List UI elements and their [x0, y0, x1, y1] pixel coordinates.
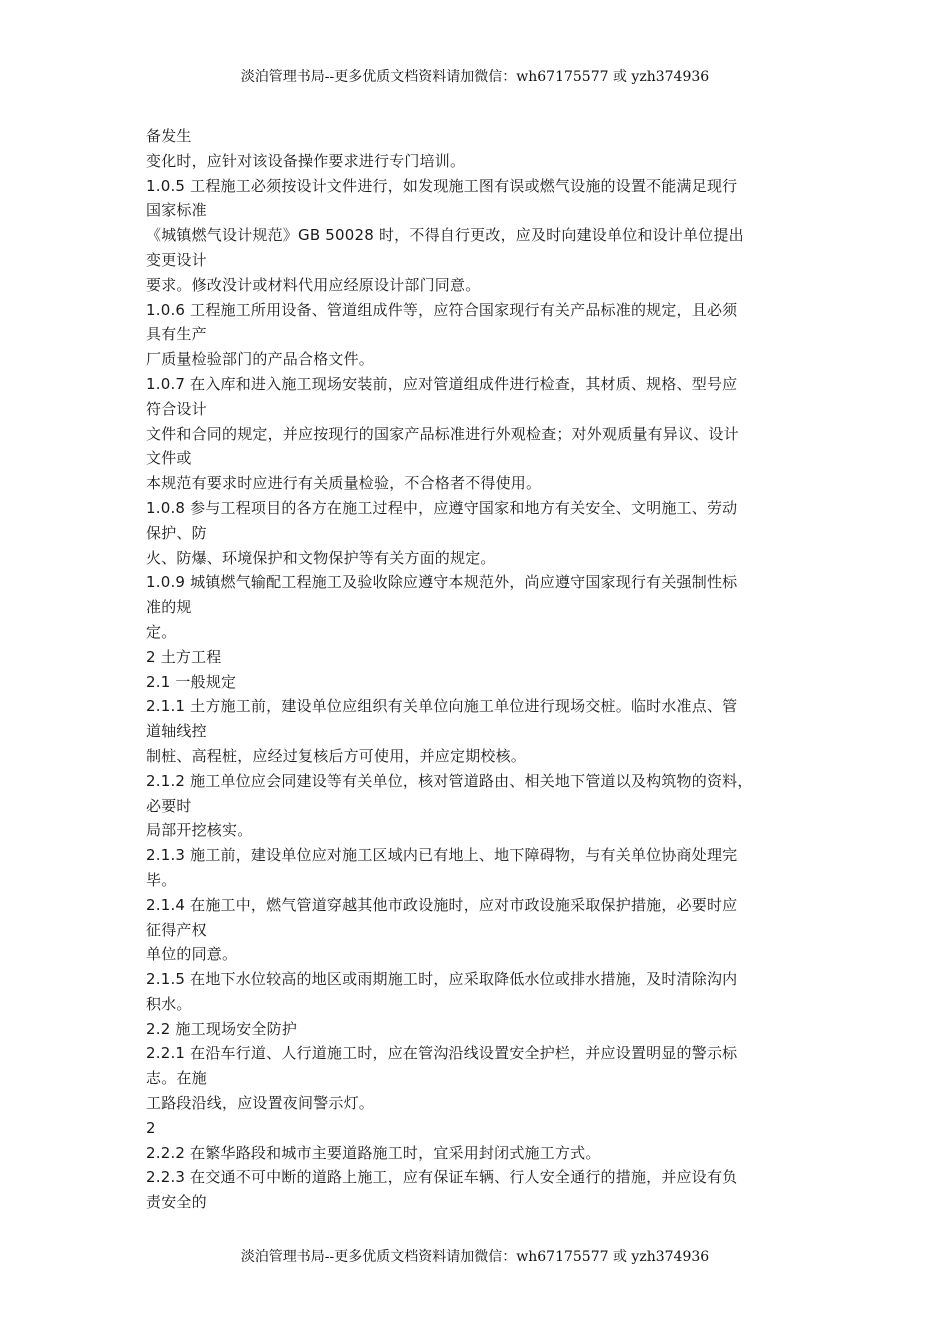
text-line: 1.0.6 工程施工所用设备、管道组成件等，应符合国家现行有关产品标准的规定，且必须 — [146, 300, 738, 319]
text-line: 火、防爆、环境保护和文物保护等有关方面的规定。 — [146, 548, 496, 567]
text-line: 变更设计 — [146, 250, 207, 269]
text-line: 保护、防 — [146, 523, 207, 542]
text-line: 具有生产 — [146, 325, 207, 344]
text-line: 2.2.3 在交通不可中断的道路上施工，应有保证车辆、行人安全通行的措施，并应设有负 — [146, 1168, 738, 1187]
text-line: 准的规 — [146, 598, 192, 617]
text-line: 责安全的 — [146, 1193, 207, 1212]
text-line: 工路段沿线，应设置夜间警示灯。 — [146, 1094, 375, 1113]
text-line: 2.1.1 土方施工前，建设单位应组织有关单位向施工单位进行现场交桩。临时水准点、管 — [146, 697, 738, 716]
text-line: 1.0.5 工程施工必须按设计文件进行，如发现施工图有误或燃气设施的设置不能满足现行 — [146, 176, 738, 195]
text-line: 定。 — [146, 622, 177, 641]
text-line: 积水。 — [146, 994, 192, 1013]
text-line: 2.2.2 在繁华路段和城市主要道路施工时，宜采用封闭式施工方式。 — [146, 1143, 601, 1162]
text-line: 制桩、高程桩，应经过复核后方可使用，并应定期校核。 — [146, 746, 527, 765]
text-line: 毕。 — [146, 870, 177, 889]
text-line: 符合设计 — [146, 399, 207, 418]
page-header: 淡泊管理书局--更多优质文档资料请加微信：wh67175577 或 yzh374936 — [240, 69, 710, 85]
text-line: 志。在施 — [146, 1069, 207, 1088]
text-line: 必要时 — [146, 796, 192, 815]
text-line: 文件或 — [146, 449, 192, 468]
text-line: 2.1.3 施工前，建设单位应对施工区域内已有地上、地下障碍物，与有关单位协商处理完 — [146, 846, 738, 865]
page-number: 2 — [146, 1118, 156, 1137]
text-line: 征得产权 — [146, 920, 207, 939]
text-line: 2.1.2 施工单位应会同建设等有关单位，核对管道路由、相关地下管道以及构筑物的资料， — [146, 771, 753, 790]
section-heading: 2 土方工程 — [146, 647, 222, 666]
text-line: 2.1.4 在施工中，燃气管道穿越其他市政设施时，应对市政设施采取保护措施，必要时应 — [146, 895, 738, 914]
text-line: 单位的同意。 — [146, 945, 238, 964]
text-line: 《城镇燃气设计规范》GB 50028 时，不得自行更改，应及时向建设单位和设计单位提出 — [146, 226, 744, 245]
text-line: 2.1.5 在地下水位较高的地区或雨期施工时，应采取降低水位或排水措施，及时清除沟内 — [146, 970, 738, 989]
text-line: 道轴线控 — [146, 722, 207, 741]
text-line: 局部开挖核实。 — [146, 821, 253, 840]
text-line: 国家标准 — [146, 201, 207, 220]
text-line: 1.0.7 在入库和进入施工现场安装前，应对管道组成件进行检查，其材质、规格、型号应 — [146, 374, 738, 393]
document-body — [146, 124, 816, 1215]
text-line: 1.0.8 参与工程项目的各方在施工过程中，应遵守国家和地方有关安全、文明施工、劳动 — [146, 498, 738, 517]
text-line: 1.0.9 城镇燃气输配工程施工及验收除应遵守本规范外，尚应遵守国家现行有关强制性标 — [146, 573, 738, 592]
page-footer: 淡泊管理书局--更多优质文档资料请加微信：wh67175577 或 yzh374936 — [240, 1249, 710, 1265]
text-line: 文件和合同的规定，并应按现行的国家产品标准进行外观检查；对外观质量有异议、设计 — [146, 424, 739, 443]
text-line: 本规范有要求时应进行有关质量检验，不合格者不得使用。 — [146, 474, 542, 493]
text-line: 备发生 — [146, 127, 192, 145]
text-line: 厂质量检验部门的产品合格文件。 — [146, 350, 375, 369]
text-line: 变化时，应针对该设备操作要求进行专门培训。 — [146, 151, 466, 170]
text-line: 要求。修改没计或材料代用应经原设计部门同意。 — [146, 275, 481, 294]
text-line: 2.2.1 在沿车行道、人行道施工时，应在管沟沿线设置安全护栏，并应设置明显的警示标 — [146, 1044, 738, 1063]
subsection-heading: 2.2 施工现场安全防护 — [146, 1019, 298, 1038]
subsection-heading: 2.1 一般规定 — [146, 672, 237, 691]
